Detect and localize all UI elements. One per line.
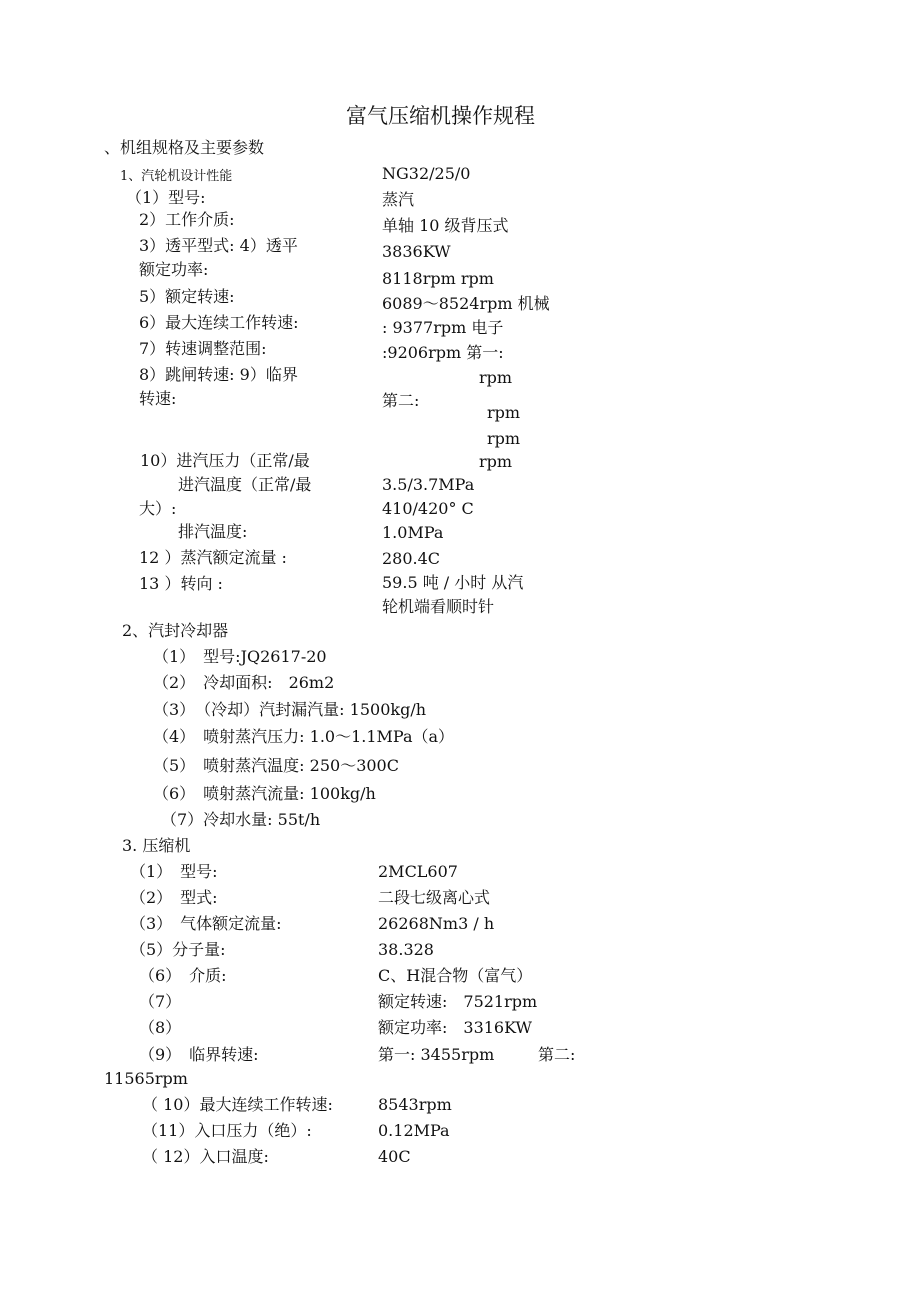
compressor-label: （3） 气体额定流量: — [130, 914, 282, 933]
turbine-label: 12 ）蒸汽额定流量 : — [139, 548, 287, 567]
cooler-item: （5） 喷射蒸汽温度: 250〜300C — [153, 756, 399, 775]
turbine-value: :9206rpm 第一: — [382, 343, 504, 362]
turbine-value: 单轴 10 级背压式 — [382, 216, 509, 235]
turbine-value: 3.5/3.7MPa — [382, 475, 475, 494]
compressor-label: （ 10）最大连续工作转速: — [142, 1095, 333, 1114]
turbine-value: : 9377rpm 电子 — [382, 318, 504, 337]
compressor-value: 8543rpm — [378, 1095, 452, 1114]
compressor-value: 0.12MPa — [378, 1121, 450, 1140]
critical-second-label: 第二: — [538, 1045, 576, 1064]
compressor-label: （1） 型号: — [130, 862, 218, 881]
cooler-item: （7）冷却水量: 55t/h — [161, 810, 321, 829]
cooler-item: （1） 型号:JQ2617-20 — [153, 647, 327, 666]
compressor-value: 2MCL607 — [378, 862, 458, 881]
turbine-label: 3）透平型式: 4）透平 — [139, 236, 298, 255]
turbine-value: 3836KW — [382, 242, 451, 261]
compressor-value: 26268Nm3 / h — [378, 914, 495, 933]
turbine-label: 排汽温度: — [178, 522, 248, 541]
turbine-label: 10）进汽压力（正常/最 — [140, 451, 310, 470]
compressor-value: 第一: 3455rpm — [378, 1045, 495, 1064]
turbine-label: 13 ）转向 : — [139, 574, 223, 593]
turbine-value: rpm — [487, 403, 521, 422]
turbine-label: 2）工作介质: — [139, 210, 235, 229]
turbine-value: 59.5 吨 / 小时 从汽 — [382, 573, 524, 592]
cooler-item: （6） 喷射蒸汽流量: 100kg/h — [153, 784, 376, 803]
turbine-heading — [120, 167, 232, 183]
compressor-value: 38.328 — [378, 940, 434, 959]
turbine-label: 6）最大连续工作转速: — [139, 313, 299, 332]
turbine-label: 7）转速调整范围: — [139, 339, 267, 358]
compressor-value: C、H混合物（富气） — [378, 966, 533, 985]
turbine-value: 1.0MPa — [382, 523, 444, 542]
section-heading: 、机组规格及主要参数 — [104, 138, 265, 157]
turbine-label: 额定功率: — [139, 260, 209, 279]
turbine-label: 转速: — [139, 389, 177, 408]
turbine-value: 8118rpm rpm — [382, 269, 494, 288]
turbine-value: 6089〜8524rpm 机械 — [382, 294, 550, 313]
turbine-value: rpm — [487, 429, 521, 448]
compressor-label: （9） 临界转速: — [139, 1045, 259, 1064]
compressor-value: 二段七级离心式 — [378, 888, 491, 907]
turbine-label: 进汽温度（正常/最 — [178, 475, 312, 494]
compressor-label: （7） — [139, 992, 182, 1011]
compressor-value: 额定转速: 7521rpm — [378, 992, 538, 1011]
turbine-label: 大）: — [139, 499, 177, 518]
turbine-heading-text: 1、汽轮机设计性能 — [120, 169, 233, 184]
compressor-label: （2） 型式: — [130, 888, 218, 907]
document-title: 富气压缩机操作规程 — [346, 104, 535, 128]
critical-second-value: 11565rpm — [104, 1069, 188, 1088]
compressor-label: （8） — [139, 1018, 182, 1037]
cooler-heading: 2、汽封冷却器 — [122, 621, 229, 640]
turbine-label: （1）型号: — [126, 188, 206, 207]
turbine-value: 280.4C — [382, 549, 441, 568]
turbine-value: rpm — [479, 368, 513, 387]
compressor-label: （5）分子量: — [130, 940, 226, 959]
turbine-value: 第二: — [382, 391, 420, 410]
compressor-label: （6） 介质: — [139, 966, 227, 985]
turbine-value: 轮机端看顺时针 — [382, 597, 495, 616]
compressor-heading: 3. 压缩机 — [122, 836, 191, 855]
compressor-label: （11）入口压力（绝）: — [142, 1121, 312, 1140]
cooler-item: （2） 冷却面积: 26m2 — [153, 673, 335, 692]
turbine-value: rpm — [479, 452, 513, 471]
turbine-label: 5）额定转速: — [139, 287, 235, 306]
turbine-value: NG32/25/0 — [382, 164, 471, 183]
turbine-value: 蒸汽 — [382, 190, 415, 209]
compressor-value: 40C — [378, 1147, 411, 1166]
cooler-item: （3） （冷却）汽封漏汽量: 1500kg/h — [153, 700, 427, 719]
compressor-value: 额定功率: 3316KW — [378, 1018, 532, 1037]
turbine-value: 410/420° C — [382, 499, 474, 518]
compressor-label: （ 12）入口温度: — [142, 1147, 269, 1166]
turbine-label: 8）跳闸转速: 9）临界 — [139, 365, 298, 384]
cooler-item: （4） 喷射蒸汽压力: 1.0〜1.1MPa（a） — [153, 727, 455, 746]
